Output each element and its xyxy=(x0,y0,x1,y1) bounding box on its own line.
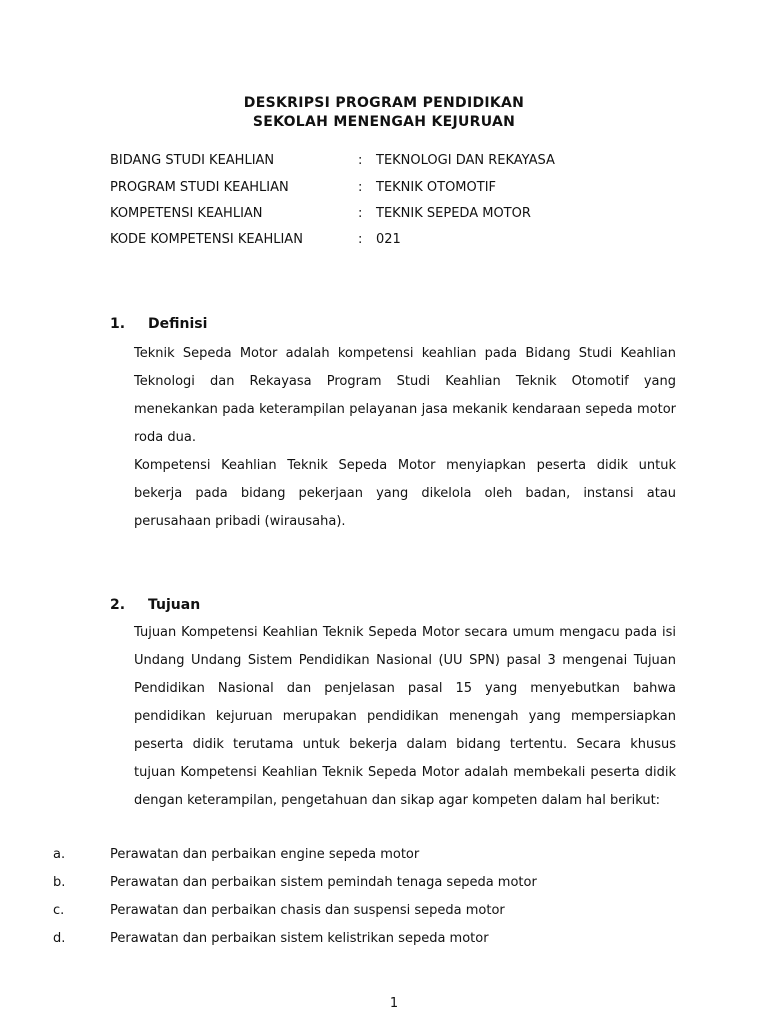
list-marker: d. xyxy=(53,931,66,946)
meta-value: 021 xyxy=(376,232,401,247)
paragraph: Tujuan Kompetensi Keahlian Teknik Sepeda Motor secara umum mengacu pada isi Undang Undang Sistem Pendidikan Nasional (UU SPN) pasal 3 mengenai Tujuan Pendidikan Nasional dan penjelasan pasal 15 yang menyebutkan bahwa pendidikan kejuruan merupakan pendidikan menengah yang mempersiapkan peserta didik terutama untuk bekerja dalam bidang tertentu. Secara khusus tujuan Kompetensi Keahlian Teknik Sepeda Motor adalah membekali peserta didik dengan keterampilan, pengetahuan dan sikap agar kompeten dalam hal berikut: xyxy=(134,625,676,808)
meta-value: TEKNOLOGI DAN REKAYASA xyxy=(376,153,555,168)
list-text: Perawatan dan perbaikan sistem pemindah tenaga sepeda motor xyxy=(110,875,537,890)
paragraph: Kompetensi Keahlian Teknik Sepeda Motor menyiapkan peserta didik untuk bekerja pada bidang pekerjaan yang dikelola oleh badan, instansi atau perusahaan pribadi (wirausaha). xyxy=(134,458,676,529)
meta-label: BIDANG STUDI KEAHLIAN xyxy=(110,153,275,168)
meta-label: PROGRAM STUDI KEAHLIAN xyxy=(110,180,289,195)
list-item xyxy=(0,875,768,897)
paragraph: Teknik Sepeda Motor adalah kompetensi keahlian pada Bidang Studi Keahlian Teknologi dan Rekayasa Program Studi Keahlian Teknik Otomotif yang menekankan pada keterampilan pelayanan jasa mekanik kendaraan sepeda motor roda dua. xyxy=(134,346,676,445)
meta-value: TEKNIK OTOMOTIF xyxy=(376,180,497,195)
meta-label: KOMPETENSI KEAHLIAN xyxy=(110,206,263,221)
document-title-line1: DESKRIPSI PROGRAM PENDIDIKAN xyxy=(243,95,525,111)
section-number: 2. xyxy=(110,597,126,613)
list-item xyxy=(0,847,768,869)
list-text: Perawatan dan perbaikan engine sepeda motor xyxy=(110,847,420,862)
list-marker: a. xyxy=(53,847,66,862)
page-number: 1 xyxy=(389,996,399,1011)
list-text: Perawatan dan perbaikan chasis dan suspensi sepeda motor xyxy=(110,903,505,918)
list-marker: b. xyxy=(53,875,66,890)
section-number: 1. xyxy=(110,316,126,332)
meta-colon: : xyxy=(358,153,363,168)
list-item xyxy=(0,903,768,925)
section-title: Tujuan xyxy=(148,597,201,613)
section-title: Definisi xyxy=(148,316,208,332)
meta-colon: : xyxy=(358,180,363,195)
meta-value: TEKNIK SEPEDA MOTOR xyxy=(376,206,531,221)
meta-colon: : xyxy=(358,232,363,247)
list-item xyxy=(0,931,768,953)
list-text: Perawatan dan perbaikan sistem kelistrikan sepeda motor xyxy=(110,931,489,946)
meta-label: KODE KOMPETENSI KEAHLIAN xyxy=(110,232,303,247)
meta-colon: : xyxy=(358,206,363,221)
document-title-line2: SEKOLAH MENENGAH KEJURUAN xyxy=(252,114,516,130)
list-marker: c. xyxy=(53,903,65,918)
